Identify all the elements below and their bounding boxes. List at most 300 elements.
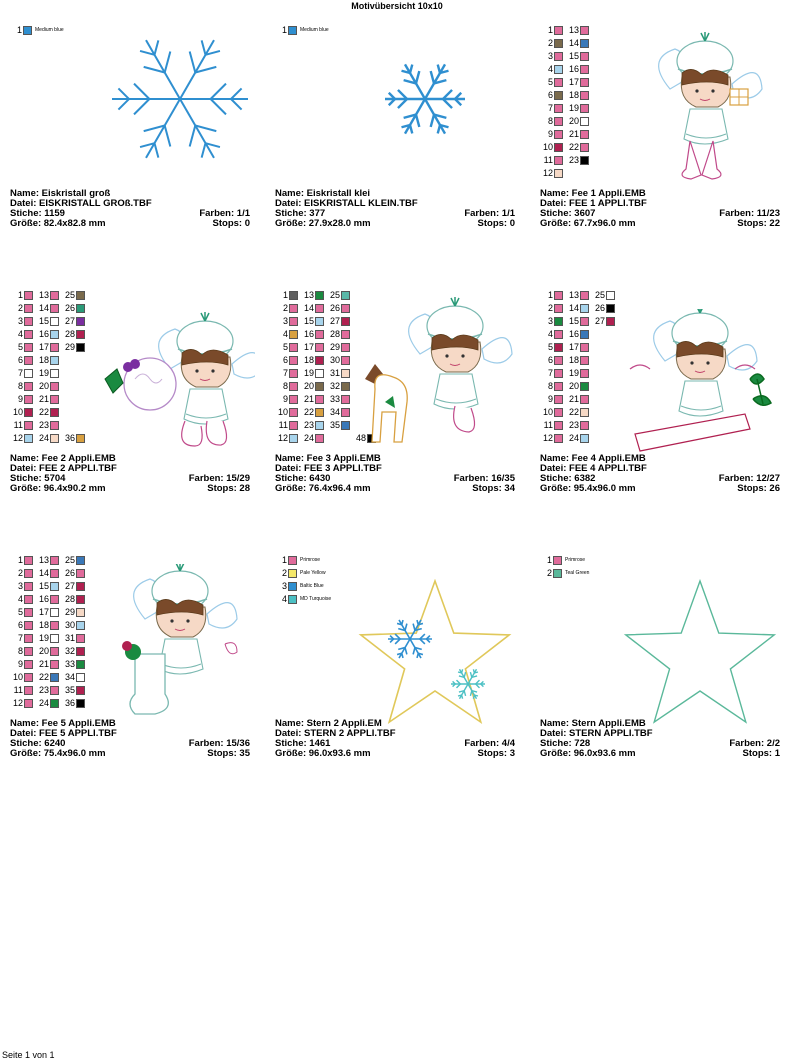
color-swatch: [76, 291, 85, 300]
legend-number: 2: [547, 303, 553, 313]
color-swatch: [24, 608, 33, 617]
embroidery-preview: [645, 29, 765, 199]
legend-number: 20: [568, 381, 579, 391]
stitch-count: Stiche: 3607: [540, 208, 596, 219]
color-swatch: [24, 699, 33, 708]
color-swatch: [580, 382, 589, 391]
color-swatch: [50, 343, 59, 352]
design-info: [275, 719, 515, 759]
color-swatch: [76, 608, 85, 617]
color-count: Farben: 2/2: [729, 738, 780, 749]
color-swatch: [50, 556, 59, 565]
legend-number: 24: [38, 698, 49, 708]
color-swatch: [580, 52, 589, 61]
legend-number: 11: [543, 420, 553, 430]
stop-count: Stops: 26: [737, 483, 780, 494]
color-swatch: [554, 78, 563, 87]
legend-number: 34: [329, 407, 340, 417]
color-swatch: [554, 117, 563, 126]
legend-number: 28: [329, 329, 340, 339]
color-swatch: [341, 395, 350, 404]
design-info: [540, 719, 780, 759]
legend-row: [540, 302, 618, 315]
stitch-count: Stiche: 1461: [275, 738, 331, 749]
legend-entry: [540, 567, 589, 579]
color-swatch: [606, 317, 615, 326]
color-swatch: [580, 117, 589, 126]
design-file: Datei: EISKRISTALL KLEIN.TBF: [275, 198, 418, 209]
legend-number: 16: [303, 329, 314, 339]
color-swatch: [554, 291, 563, 300]
color-swatch: [554, 91, 563, 100]
legend-number: 18: [303, 355, 314, 365]
embroidery-preview: [625, 309, 785, 459]
legend-number: 2: [547, 38, 553, 48]
legend-row: [10, 341, 88, 354]
legend-row: [540, 315, 618, 328]
stop-count: Stops: 34: [472, 483, 515, 494]
embroidery-preview: [615, 579, 785, 729]
legend-row: [540, 393, 618, 406]
legend-number: 26: [64, 303, 75, 313]
design-name: Name: Fee 2 Appli.EMB: [10, 453, 116, 464]
legend-number: 21: [38, 394, 49, 404]
color-swatch: [315, 434, 324, 443]
design-info: [10, 719, 250, 759]
color-swatch: [580, 304, 589, 313]
legend-number: 23: [38, 685, 49, 695]
color-swatch: [24, 673, 33, 682]
legend-number: 17: [568, 77, 579, 87]
color-swatch: [24, 686, 33, 695]
color-swatch: [315, 421, 324, 430]
color-swatch: [288, 556, 297, 565]
legend-number: 8: [547, 116, 553, 126]
color-count: Farben: 15/29: [188, 473, 250, 484]
legend-number: 23: [38, 420, 49, 430]
legend-row: [10, 354, 88, 367]
legend-entry: [10, 24, 64, 36]
color-swatch: [76, 647, 85, 656]
legend-number: 35: [64, 685, 75, 695]
color-swatch: [554, 434, 563, 443]
legend-number: 13: [568, 25, 579, 35]
color-swatch: [289, 434, 298, 443]
legend-number: 22: [568, 142, 579, 152]
design-file: Datei: STERN APPLI.TBF: [540, 728, 653, 739]
color-swatch: [554, 382, 563, 391]
legend-number: 20: [568, 116, 579, 126]
legend-number: 6: [547, 355, 553, 365]
legend-row: [10, 684, 88, 697]
design-file: Datei: FEE 4 APPLI.TBF: [540, 463, 647, 474]
legend-number: 32: [64, 646, 75, 656]
legend-number: 22: [303, 407, 314, 417]
color-swatch: [288, 26, 297, 35]
legend-number: 4: [547, 329, 553, 339]
color-swatch: [580, 26, 589, 35]
legend-number: 17: [38, 342, 49, 352]
stitch-count: Stiche: 6240: [10, 738, 66, 749]
color-swatch: [606, 291, 615, 300]
legend-number: 3: [547, 51, 553, 61]
color-swatch: [76, 569, 85, 578]
stop-count: Stops: 22: [737, 218, 780, 229]
color-swatch: [553, 569, 562, 578]
legend-number: 18: [38, 620, 49, 630]
color-swatch: [315, 330, 324, 339]
stop-count: Stops: 0: [212, 218, 250, 229]
legend-number: 10: [542, 407, 553, 417]
legend-number: 3: [547, 316, 553, 326]
legend-number: 20: [303, 381, 314, 391]
legend-number: 16: [38, 594, 49, 604]
legend-row: [10, 406, 88, 419]
design-file: Datei: FEE 1 APPLI.TBF: [540, 198, 647, 209]
color-swatch: [580, 330, 589, 339]
color-swatch: [554, 369, 563, 378]
stop-count: Stops: 35: [207, 748, 250, 759]
legend-row: [10, 315, 88, 328]
color-swatch: [341, 330, 350, 339]
legend-number: 27: [329, 316, 340, 326]
color-count: Farben: 1/1: [199, 208, 250, 219]
design-name: Name: Stern Appli.EMB: [540, 718, 646, 729]
legend-number: 10: [542, 142, 553, 152]
stitch-count: Stiche: 5704: [10, 473, 66, 484]
legend-entry: [275, 554, 331, 566]
thread-name: Teal Green: [565, 570, 590, 576]
legend-number: 2: [17, 568, 23, 578]
design-file: Datei: FEE 3 APPLI.TBF: [275, 463, 382, 474]
color-swatch: [24, 582, 33, 591]
legend-number: 23: [568, 420, 579, 430]
legend-number: 18: [568, 355, 579, 365]
legend-row: [540, 354, 618, 367]
legend-entry: [275, 593, 331, 605]
color-count: Farben: 11/23: [719, 208, 780, 219]
color-swatch: [50, 408, 59, 417]
stitch-count: Stiche: 6382: [540, 473, 596, 484]
design-info: [10, 189, 250, 229]
legend-number: 25: [64, 555, 75, 565]
legend-number: 19: [303, 368, 314, 378]
color-swatch: [50, 634, 59, 643]
legend-number: 6: [282, 355, 288, 365]
color-swatch: [50, 317, 59, 326]
color-swatch: [315, 317, 324, 326]
color-count: Farben: 15/36: [188, 738, 250, 749]
legend-number: 20: [38, 646, 49, 656]
color-swatch: [50, 434, 59, 443]
design-card: [275, 4, 525, 266]
embroidery-preview: [360, 294, 515, 464]
design-card: [275, 269, 525, 531]
legend-number: 13: [38, 555, 49, 565]
legend-number: 11: [278, 420, 288, 430]
color-swatch: [554, 65, 563, 74]
legend-number: 19: [568, 103, 579, 113]
legend-number: 26: [594, 303, 605, 313]
color-legend: [275, 554, 331, 606]
color-swatch: [50, 673, 59, 682]
legend-number: 15: [568, 316, 579, 326]
color-swatch: [288, 595, 297, 604]
stop-count: Stops: 28: [207, 483, 250, 494]
legend-number: 19: [568, 368, 579, 378]
legend-number: 25: [329, 290, 340, 300]
legend-number: 4: [547, 64, 553, 74]
legend-number: 15: [303, 316, 314, 326]
legend-row: [10, 367, 88, 380]
color-swatch: [76, 304, 85, 313]
color-swatch: [24, 421, 33, 430]
legend-number: 25: [594, 290, 605, 300]
legend-number: 21: [568, 129, 579, 139]
color-swatch: [50, 395, 59, 404]
legend-row: [10, 419, 88, 432]
legend-row: [540, 102, 592, 115]
color-swatch: [50, 595, 59, 604]
color-swatch: [288, 582, 297, 591]
legend-number: 10: [277, 407, 288, 417]
color-swatch: [289, 317, 298, 326]
legend-row: [540, 24, 592, 37]
legend-number: 21: [38, 659, 49, 669]
legend-number: 2: [546, 567, 552, 578]
thread-name: MD Turquoise: [300, 596, 332, 602]
legend-row: [10, 606, 88, 619]
legend-number: 6: [17, 355, 23, 365]
legend-row: [540, 289, 618, 302]
color-swatch: [580, 91, 589, 100]
legend-number: 4: [17, 594, 23, 604]
legend-number: 21: [568, 394, 579, 404]
legend-number: 23: [303, 420, 314, 430]
legend-row: [10, 593, 88, 606]
legend-number: 15: [568, 51, 579, 61]
design-file: Datei: FEE 5 APPLI.TBF: [10, 728, 117, 739]
design-info: [540, 454, 780, 494]
design-card: [275, 534, 525, 796]
color-swatch: [50, 356, 59, 365]
color-swatch: [50, 304, 59, 313]
color-swatch: [76, 699, 85, 708]
legend-number: 12: [12, 698, 23, 708]
legend-number: 2: [281, 567, 287, 578]
legend-row: [540, 432, 618, 445]
color-swatch: [580, 317, 589, 326]
legend-row: [10, 619, 88, 632]
thread-name: Primrose: [300, 557, 321, 563]
legend-number: 22: [568, 407, 579, 417]
design-name: Name: Fee 4 Appli.EMB: [540, 453, 646, 464]
color-legend: [540, 554, 589, 580]
legend-number: 17: [568, 342, 579, 352]
legend-number: 27: [64, 316, 75, 326]
color-swatch: [580, 369, 589, 378]
color-swatch: [341, 356, 350, 365]
embroidery-preview: [105, 564, 255, 729]
color-count: Farben: 12/27: [718, 473, 780, 484]
color-swatch: [50, 382, 59, 391]
legend-number: 7: [282, 368, 288, 378]
color-swatch: [289, 291, 298, 300]
legend-number: 24: [303, 433, 314, 443]
legend-number: 16: [38, 329, 49, 339]
design-size: Größe: 67.7x96.0 mm: [540, 218, 636, 229]
design-name: Name: Fee 3 Appli.EMB: [275, 453, 381, 464]
color-swatch: [580, 39, 589, 48]
legend-number: 26: [329, 303, 340, 313]
legend-number: 28: [64, 329, 75, 339]
legend-number: 12: [12, 433, 23, 443]
legend-number: 27: [64, 581, 75, 591]
color-swatch: [50, 647, 59, 656]
legend-number: 36: [64, 433, 75, 443]
design-file: Datei: FEE 2 APPLI.TBF: [10, 463, 117, 474]
stop-count: Stops: 1: [742, 748, 780, 759]
color-count: Farben: 1/1: [464, 208, 515, 219]
color-swatch: [50, 330, 59, 339]
legend-number: 5: [282, 342, 288, 352]
color-swatch: [289, 408, 298, 417]
legend-number: 18: [38, 355, 49, 365]
legend-row: [10, 432, 88, 445]
legend-number: 24: [568, 433, 579, 443]
legend-row: [540, 167, 592, 180]
design-name: Name: Eiskristall klei: [275, 188, 371, 199]
legend-number: 30: [64, 620, 75, 630]
color-swatch: [50, 569, 59, 578]
color-swatch: [24, 291, 33, 300]
legend-number: 13: [38, 290, 49, 300]
color-swatch: [554, 156, 563, 165]
color-swatch: [315, 408, 324, 417]
design-file: Datei: STERN 2 APPLI.TBF: [275, 728, 396, 739]
legend-row: [10, 302, 88, 315]
design-info: [275, 454, 515, 494]
legend-number: 34: [64, 672, 75, 682]
legend-number: 22: [38, 407, 49, 417]
design-info: [275, 189, 515, 229]
legend-row: [540, 341, 618, 354]
color-swatch: [50, 608, 59, 617]
color-swatch: [50, 369, 59, 378]
legend-number: 31: [329, 368, 340, 378]
color-swatch: [554, 421, 563, 430]
legend-row: [540, 128, 592, 141]
legend-number: 31: [64, 633, 75, 643]
legend-row: [10, 658, 88, 671]
color-swatch: [76, 595, 85, 604]
embroidery-preview: [95, 29, 265, 169]
legend-number: 13: [303, 290, 314, 300]
color-swatch: [580, 343, 589, 352]
color-swatch: [289, 343, 298, 352]
legend-entry: [275, 24, 329, 36]
legend-number: 14: [38, 568, 49, 578]
color-swatch: [24, 434, 33, 443]
legend-number: 48: [355, 433, 366, 443]
legend-number: 14: [303, 303, 314, 313]
legend-number: 13: [568, 290, 579, 300]
legend-number: 6: [547, 90, 553, 100]
legend-number: 8: [17, 646, 23, 656]
color-swatch: [76, 434, 85, 443]
legend-number: 7: [547, 103, 553, 113]
legend-number: 1: [281, 24, 287, 35]
color-swatch: [76, 634, 85, 643]
legend-number: 10: [12, 672, 23, 682]
legend-row: [10, 554, 88, 567]
color-swatch: [554, 408, 563, 417]
color-swatch: [50, 421, 59, 430]
color-swatch: [315, 382, 324, 391]
color-swatch: [24, 330, 33, 339]
color-legend: [275, 24, 329, 37]
legend-number: 29: [64, 342, 75, 352]
color-swatch: [24, 556, 33, 565]
color-swatch: [288, 569, 297, 578]
legend-number: 2: [17, 303, 23, 313]
color-swatch: [76, 330, 85, 339]
color-swatch: [580, 78, 589, 87]
color-swatch: [341, 343, 350, 352]
legend-row: [540, 50, 592, 63]
legend-entry: [275, 580, 331, 592]
legend-entry: [540, 554, 589, 566]
legend-number: 26: [64, 568, 75, 578]
legend-row: [540, 406, 618, 419]
color-swatch: [554, 317, 563, 326]
design-size: Größe: 96.0x93.6 mm: [540, 748, 636, 759]
legend-number: 5: [547, 77, 553, 87]
legend-row: [10, 567, 88, 580]
design-info: [540, 189, 780, 229]
color-swatch: [580, 434, 589, 443]
color-swatch: [50, 582, 59, 591]
legend-number: 10: [12, 407, 23, 417]
color-swatch: [554, 143, 563, 152]
legend-number: 7: [17, 633, 23, 643]
legend-number: 16: [568, 64, 579, 74]
legend-number: 19: [38, 633, 49, 643]
legend-row: [540, 154, 592, 167]
color-swatch: [315, 395, 324, 404]
color-swatch: [580, 408, 589, 417]
design-card: [540, 534, 790, 796]
legend-row: [540, 328, 618, 341]
legend-row: [10, 697, 88, 710]
legend-number: 7: [547, 368, 553, 378]
legend-number: 30: [329, 355, 340, 365]
color-swatch: [24, 356, 33, 365]
design-card: [10, 269, 260, 531]
color-swatch: [24, 647, 33, 656]
embroidery-preview: [350, 579, 520, 729]
color-swatch: [24, 317, 33, 326]
legend-number: 1: [546, 554, 552, 565]
stitch-count: Stiche: 6430: [275, 473, 331, 484]
legend-number: 9: [17, 659, 23, 669]
legend-row: [10, 580, 88, 593]
color-legend: [540, 289, 618, 445]
legend-number: 15: [38, 316, 49, 326]
legend-number: 32: [329, 381, 340, 391]
legend-number: 12: [542, 168, 553, 178]
color-legend: [10, 24, 64, 37]
